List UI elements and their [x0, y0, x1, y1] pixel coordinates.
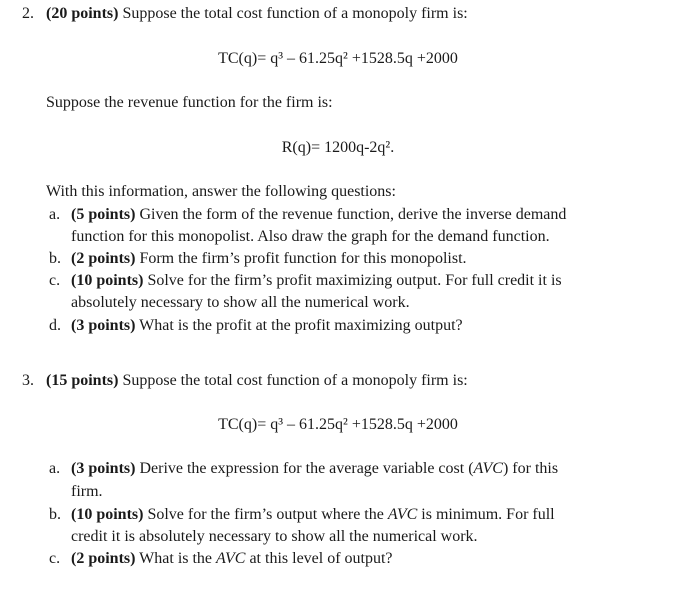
- q3-item-a-text-post: ) for this: [502, 460, 559, 477]
- question-3-intro: Suppose the total cost function of a monopoly firm is:: [118, 372, 468, 389]
- question-3-number: 3.: [22, 372, 34, 389]
- q3-item-c-text-pre: What is the: [135, 550, 217, 567]
- q3-item-b-text-pre: Solve for the firm’s output where the: [143, 506, 388, 523]
- q2-item-b-line1: [71, 248, 467, 270]
- q3-item-c-line1: [71, 548, 393, 570]
- q2-item-b-points: (2 points): [71, 250, 136, 267]
- q2-revenue-equation: R(q)= 1200q-2q².: [281, 139, 395, 156]
- q3-item-b-letter: b.: [49, 506, 61, 523]
- q2-item-a-points: (5 points): [71, 206, 136, 223]
- q3-item-c-letter: c.: [49, 550, 61, 567]
- q3-item-b-points: (10 points): [71, 506, 144, 523]
- q2-item-d-points: (3 points): [71, 317, 136, 334]
- q3-item-a-points: (3 points): [71, 460, 136, 477]
- q2-item-d-text: What is the profit at the profit maximizing output?: [135, 317, 463, 334]
- q3-item-a-line1: [71, 458, 558, 480]
- question-2-number: 2.: [22, 5, 34, 22]
- question-3-header: [46, 370, 468, 392]
- q2-item-c-letter: c.: [49, 272, 61, 289]
- q2-item-d-letter: d.: [49, 317, 61, 334]
- q2-item-c-text: Solve for the firm’s profit maximizing output. For full credit it is: [143, 272, 562, 289]
- q2-item-b-text: Form the firm’s profit function for this monopolist.: [135, 250, 467, 267]
- q3-item-c-text-post: at this level of output?: [245, 550, 393, 567]
- q2-item-a-line1: [71, 204, 566, 226]
- q2-item-b-letter: b.: [49, 250, 61, 267]
- q3-item-c-points: (2 points): [71, 550, 136, 567]
- q3-item-b-line2: credit it is absolutely necessary to show all the numerical work.: [71, 528, 478, 545]
- q2-item-c-line1: [71, 270, 562, 292]
- question-2-intro: Suppose the total cost function of a monopoly firm is:: [118, 5, 468, 22]
- q2-total-cost-equation: TC(q)= q³ – 61.25q² +1528.5q +2000: [218, 50, 458, 67]
- q3-item-b-text-post: is minimum. For full: [417, 506, 555, 523]
- q3-item-a-letter: a.: [49, 460, 61, 477]
- q2-item-a-text: Given the form of the revenue function, derive the inverse demand: [135, 206, 567, 223]
- q2-item-c-line2: absolutely necessary to show all the numerical work.: [71, 294, 410, 311]
- q3-item-b-avc: AVC: [387, 506, 418, 523]
- q3-item-b-line1: [71, 504, 555, 526]
- q2-item-d-line1: [71, 315, 463, 337]
- q2-item-c-points: (10 points): [71, 272, 144, 289]
- q2-revenue-intro: Suppose the revenue function for the firm is:: [46, 94, 333, 111]
- q3-item-c-avc: AVC: [216, 550, 246, 567]
- q2-item-a-letter: a.: [49, 206, 61, 223]
- q3-item-a-avc: AVC: [473, 460, 503, 477]
- q2-item-a-line2: function for this monopolist. Also draw the graph for the demand function.: [71, 228, 550, 245]
- q3-total-cost-equation: TC(q)= q³ – 61.25q² +1528.5q +2000: [218, 416, 458, 433]
- question-2-points: (20 points): [46, 5, 119, 22]
- question-3-points: (15 points): [46, 372, 119, 389]
- question-2-header: [46, 3, 468, 25]
- q3-item-a-line2: firm.: [71, 483, 103, 500]
- q2-lead-in: With this information, answer the following questions:: [46, 183, 396, 200]
- q3-item-a-text-pre: Derive the expression for the average variable cost (: [135, 460, 474, 477]
